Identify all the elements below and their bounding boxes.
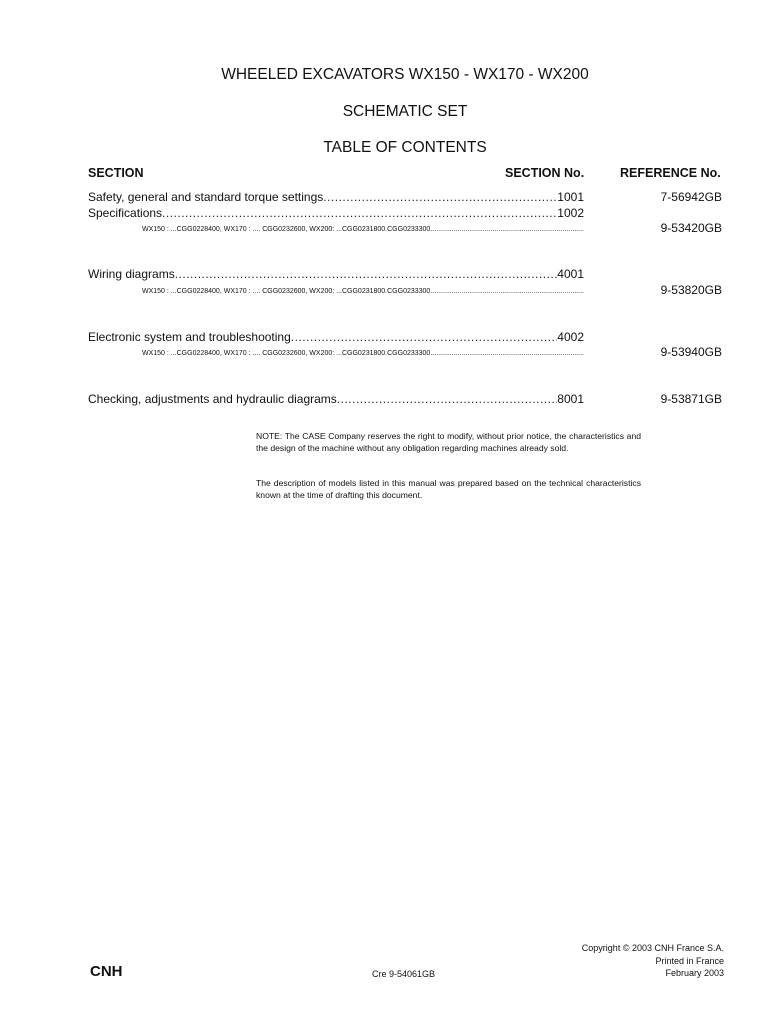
description-note: The description of models listed in this manual was prepared based on the technical characteristics known at the time of drafting this document. [256, 478, 641, 500]
entry-serial-range: WX150 : ...CGG0228400, WX170 : .... CGG0232600, WX200: ...CGG0231800.CGG0233300. ..... [142, 288, 584, 295]
leader-dots [432, 288, 584, 295]
document-code: Cre 9-54061GB [372, 969, 436, 979]
entry-reference: 9-53820GB [660, 283, 722, 297]
document-subtitle: SCHEMATIC SET [342, 103, 468, 120]
toc-entry-specifications [88, 206, 584, 220]
leader-dots [323, 190, 557, 204]
leader-dots [432, 350, 584, 357]
entry-section-no: 4001 [557, 267, 584, 281]
publication-date: February 2003 [665, 968, 724, 978]
leader-dots [337, 392, 558, 406]
entry-label: Checking, adjustments and hydraulic diagrams [88, 392, 337, 406]
entry-label: Wiring diagrams [88, 267, 175, 281]
header-section: SECTION [88, 166, 144, 180]
legal-note: NOTE: The CASE Company reserves the right to modify, without prior notice, the characteristics and the design of the machine without any obligation regarding machines already sold. [256, 431, 641, 453]
entry-reference: 9-53940GB [660, 345, 722, 359]
entry-section-no: 4002 [557, 330, 584, 344]
copyright-text: Copyright © 2003 CNH France S.A. [581, 943, 724, 953]
entry-serial-range: WX150 : ...CGG0228400, WX170 : .... CGG0232600, WX200: ...CGG0231800.CGG0233300. ..... [142, 226, 584, 233]
leader-dots [291, 330, 558, 344]
header-section-no: SECTION No. [505, 166, 585, 180]
header-reference-no: REFERENCE No. [620, 166, 721, 180]
toc-entry-electronic [88, 330, 584, 344]
document-title: WHEELED EXCAVATORS WX150 - WX170 - WX200 [221, 66, 589, 83]
entry-reference: 7-56942GB [660, 190, 722, 204]
entry-label: Safety, general and standard torque settings [88, 190, 324, 204]
entry-label: Electronic system and troubleshooting [88, 330, 291, 344]
entry-section-no: 8001 [557, 392, 584, 406]
entry-label: Specifications [88, 206, 163, 220]
printed-location: Printed in France [655, 956, 724, 966]
toc-entry-hydraulic [88, 392, 584, 406]
leader-dots [162, 206, 557, 220]
toc-title: TABLE OF CONTENTS [323, 139, 487, 156]
toc-entry-safety [88, 190, 584, 204]
entry-section-no: 1001 [557, 190, 584, 204]
entry-reference: 9-53871GB [660, 392, 722, 406]
entry-section-no: 1002 [557, 206, 584, 220]
toc-entry-wiring [88, 267, 584, 281]
entry-reference: 9-53420GB [660, 221, 722, 235]
brand-logo: CNH [90, 963, 123, 980]
leader-dots [175, 267, 558, 281]
entry-serial-range: WX150 : ...CGG0228400, WX170 : .... CGG0232600, WX200: ...CGG0231800.CGG0233300. ..... [142, 350, 584, 357]
leader-dots [432, 226, 584, 233]
